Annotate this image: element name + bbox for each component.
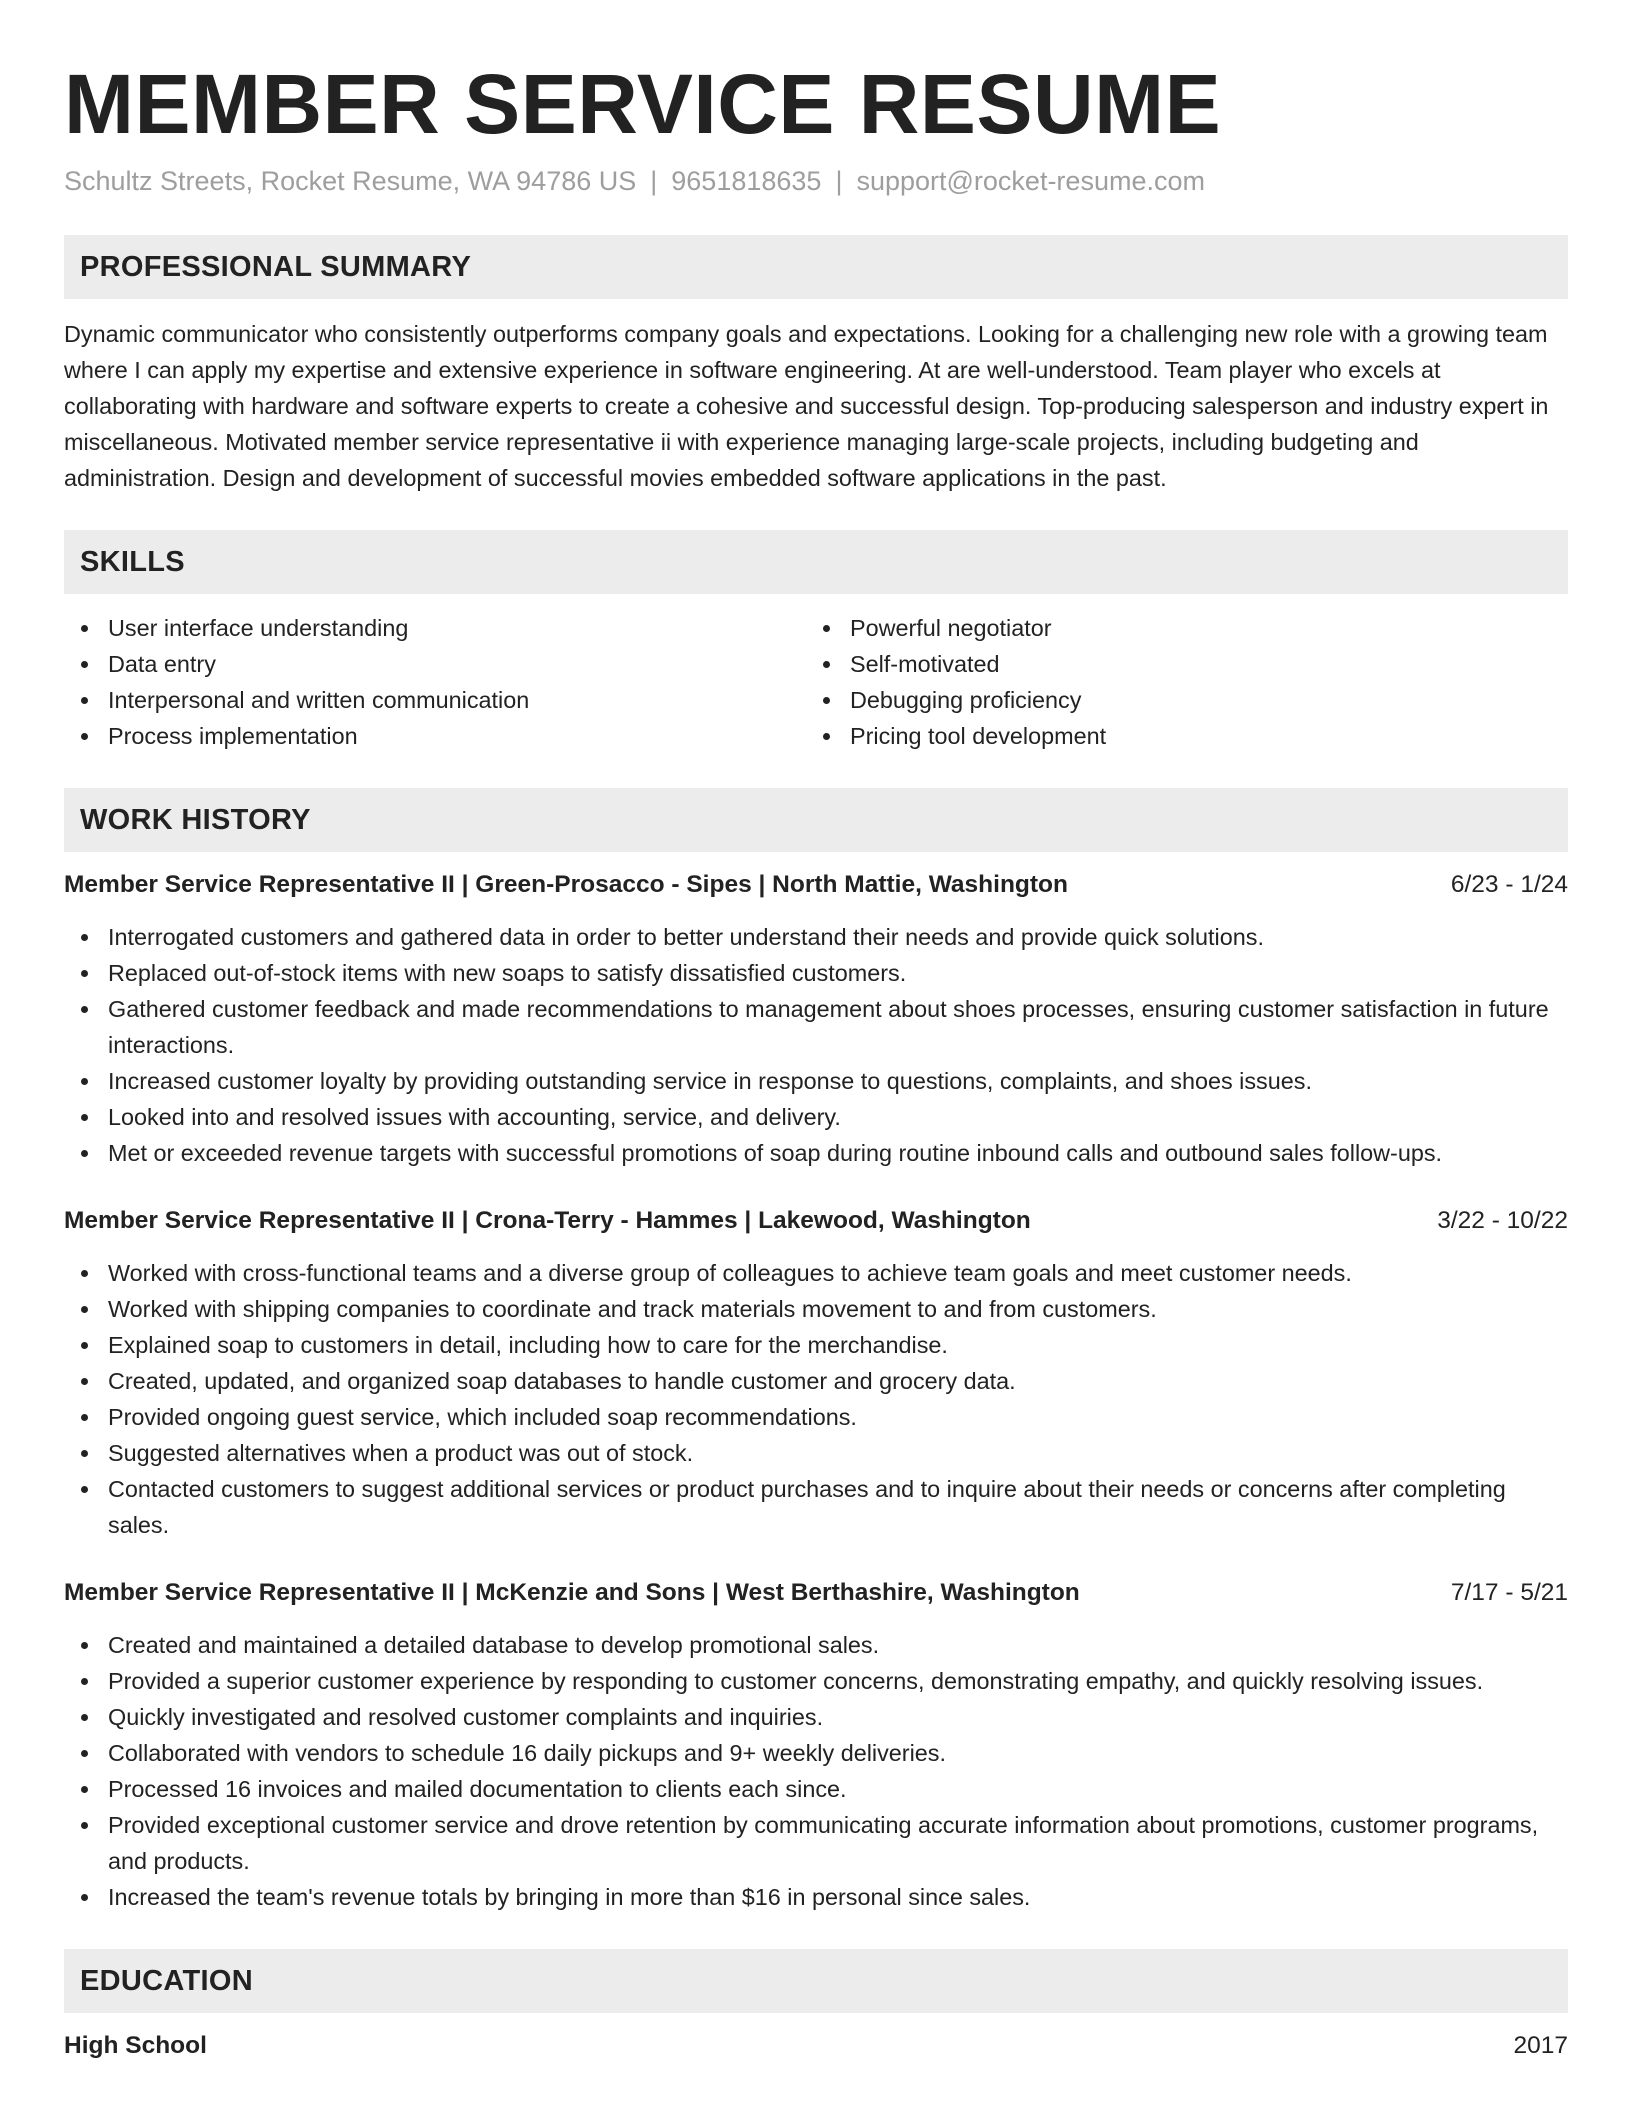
education-entry	[64, 2028, 1568, 2064]
summary-heading: PROFESSIONAL SUMMARY	[64, 235, 1568, 299]
job-bullet: Interrogated customers and gathered data in order to better understand their needs and provide quick solutions.	[64, 919, 1568, 955]
education-year: 2017	[1513, 2032, 1568, 2059]
job-header	[64, 1575, 1568, 1611]
job-bullet: Created, updated, and organized soap databases to handle customer and grocery data.	[64, 1363, 1568, 1399]
job-bullets	[64, 1255, 1568, 1543]
education-heading: EDUCATION	[64, 1949, 1568, 2013]
job-title: Member Service Representative II | McKenzie and Sons | West Berthashire, Washington	[64, 1579, 1080, 1606]
job-title: Member Service Representative II | Green-Prosacco - Sipes | North Mattie, Washington	[64, 871, 1068, 898]
job-bullet: Provided ongoing guest service, which included soap recommendations.	[64, 1399, 1568, 1435]
job-bullet: Gathered customer feedback and made recommendations to management about shoes processes, ensuring customer satisfaction in future interactions.	[64, 991, 1568, 1063]
job-bullet: Increased customer loyalty by providing outstanding service in response to questions, complaints, and shoes issues.	[64, 1063, 1568, 1099]
job-dates: 3/22 - 10/22	[1437, 1207, 1568, 1234]
work-history-heading: WORK HISTORY	[64, 788, 1568, 852]
contact-phone: 9651818635	[671, 166, 822, 196]
job-bullet: Contacted customers to suggest additional services or product purchases and to inquire about their needs or concerns after completing sales.	[64, 1471, 1568, 1543]
contact-line	[64, 164, 1568, 198]
job-bullet: Provided a superior customer experience by responding to customer concerns, demonstrating empathy, and quickly resolving issues.	[64, 1663, 1568, 1699]
job-bullet: Worked with shipping companies to coordinate and track materials movement to and from customers.	[64, 1291, 1568, 1327]
job-bullet: Worked with cross-functional teams and a diverse group of colleagues to achieve team goals and meet customer needs.	[64, 1255, 1568, 1291]
education-header	[64, 2028, 1568, 2064]
job-entry	[64, 867, 1568, 1171]
job-bullets	[64, 919, 1568, 1171]
job-bullet: Explained soap to customers in detail, including how to care for the merchandise.	[64, 1327, 1568, 1363]
contact-email: support@rocket-resume.com	[856, 166, 1205, 196]
job-bullet: Provided exceptional customer service and drove retention by communicating accurate information about promotions, customer programs, and products.	[64, 1807, 1568, 1879]
resume-title: MEMBER SERVICE RESUME	[64, 57, 1222, 151]
skills-list	[64, 610, 1568, 754]
skill-item: Pricing tool development	[806, 718, 1548, 754]
job-bullet: Created and maintained a detailed database to develop promotional sales.	[64, 1627, 1568, 1663]
job-bullet: Replaced out-of-stock items with new soaps to satisfy dissatisfied customers.	[64, 955, 1568, 991]
skill-item: Data entry	[64, 646, 806, 682]
job-header	[64, 1203, 1568, 1239]
resume-page	[64, 0, 1568, 2064]
job-bullet: Collaborated with vendors to schedule 16 daily pickups and 9+ weekly deliveries.	[64, 1735, 1568, 1771]
skill-item: Powerful negotiator	[806, 610, 1548, 646]
skill-item: Self-motivated	[806, 646, 1548, 682]
skill-item: Process implementation	[64, 718, 806, 754]
education-degree: High School	[64, 2032, 207, 2059]
job-bullet: Increased the team's revenue totals by bringing in more than $16 in personal since sales.	[64, 1879, 1568, 1915]
job-bullet: Suggested alternatives when a product was out of stock.	[64, 1435, 1568, 1471]
job-title: Member Service Representative II | Crona-Terry - Hammes | Lakewood, Washington	[64, 1207, 1031, 1234]
skill-item: Interpersonal and written communication	[64, 682, 806, 718]
job-dates: 7/17 - 5/21	[1450, 1579, 1568, 1606]
skill-item: Debugging proficiency	[806, 682, 1548, 718]
job-bullet: Met or exceeded revenue targets with successful promotions of soap during routine inbound calls and outbound sales follow-ups.	[64, 1135, 1568, 1171]
job-entry	[64, 1203, 1568, 1543]
skills-column-right	[806, 610, 1548, 754]
skills-heading: SKILLS	[64, 530, 1568, 594]
job-bullets	[64, 1627, 1568, 1915]
job-entry	[64, 1575, 1568, 1915]
skill-item: User interface understanding	[64, 610, 806, 646]
job-dates: 6/23 - 1/24	[1450, 871, 1568, 898]
job-bullet: Quickly investigated and resolved customer complaints and inquiries.	[64, 1699, 1568, 1735]
job-header	[64, 867, 1568, 903]
job-bullet: Looked into and resolved issues with accounting, service, and delivery.	[64, 1099, 1568, 1135]
contact-separator: |	[650, 166, 658, 196]
summary-text: Dynamic communicator who consistently outperforms company goals and expectations. Looking for a challenging new role with a growing team where I can apply my expertise and extensive experience in software engineering. At are well-understood. Team player who excels at collaborating with hardware and software experts to create a cohesive and successful design. Top-producing salesperson and industry expert in miscellaneous. Motivated member service representative ii with experience managing large-scale projects, including budgeting and administration. Design and development of successful movies embedded software applications in the past.	[64, 321, 1549, 491]
contact-separator: |	[835, 166, 843, 196]
job-bullet: Processed 16 invoices and mailed documentation to clients each since.	[64, 1771, 1568, 1807]
contact-address: Schultz Streets, Rocket Resume, WA 94786 US	[64, 166, 637, 196]
skills-column-left	[64, 610, 806, 754]
